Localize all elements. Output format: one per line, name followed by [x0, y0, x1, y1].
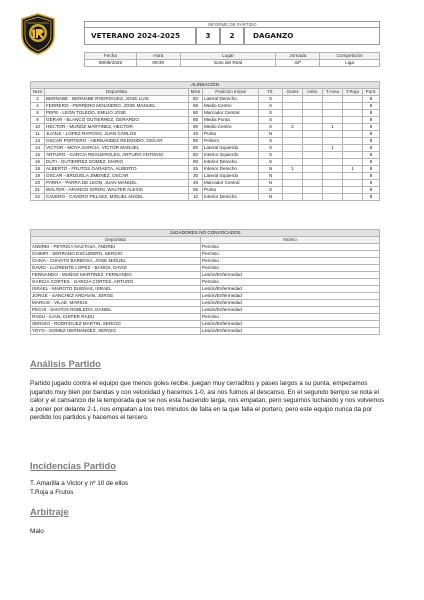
lineup-cell: 30 [189, 173, 203, 180]
absent-cell: Lesión/Enfermedad [201, 307, 380, 314]
lineup-cell: 19 [31, 173, 45, 180]
absent-cell: Lesión/Enfermedad [201, 321, 380, 328]
lineup-cell: Interior Derecho [203, 159, 259, 166]
lineup-cell [303, 180, 323, 187]
lineup-cell: 1 [283, 166, 303, 173]
lineup-cell: 8 [363, 145, 380, 152]
meta-header-cell: Hora [136, 53, 180, 60]
absent-cell: ANDREI - PETRICA NASTASA, ANDREI [31, 244, 201, 251]
lineup-cell [343, 173, 363, 180]
absent-row [31, 265, 380, 272]
lineup-cell: 4 [31, 103, 45, 110]
absent-cell: Permiso [201, 279, 380, 286]
absent-cell: Permiso [201, 258, 380, 265]
lineup-cell: 18 [31, 166, 45, 173]
lineup-cell [283, 110, 303, 117]
lineup-cell: Marcador Central [203, 110, 259, 117]
lineup-row [31, 180, 380, 187]
lineup-cell: Lateral Izquierdo [203, 145, 259, 152]
lineup-header-cell: T.Ama [323, 89, 343, 96]
referee-text: Malo [30, 528, 44, 535]
lineup-cell: S [259, 187, 283, 194]
absent-row [31, 328, 380, 335]
absent-row [31, 272, 380, 279]
lineup-cell: 11 [31, 131, 45, 138]
lineup-cell [323, 173, 343, 180]
lineup-cell [303, 159, 323, 166]
lineup-cell [343, 138, 363, 145]
lineup-cell: 9 [31, 117, 45, 124]
absent-cell: GARCIA CORTES - GARCIA CORTES, ARTURO [31, 279, 201, 286]
lineup-header-cell: Asist. [303, 89, 323, 96]
absent-row [31, 251, 380, 258]
lineup-cell: S [259, 138, 283, 145]
lineup-cell: Punta [203, 187, 259, 194]
away-goals: 2 [220, 28, 244, 45]
lineup-cell: N [259, 194, 283, 201]
lineup-cell [343, 131, 363, 138]
meta-header-cell: Lugar [180, 53, 276, 60]
meta-value-cell: Liga [320, 60, 380, 67]
lineup-cell: 45 [189, 180, 203, 187]
lineup-cell [343, 124, 363, 131]
lineup-cell: 8 [363, 96, 380, 103]
lineup-title: ALINEACIÓN [31, 82, 380, 89]
lineup-cell [323, 187, 343, 194]
lineup-cell [343, 96, 363, 103]
lineup-cell: Medio Centro [203, 124, 259, 131]
absent-cell: SERGIO - RODRIGUEZ MARTIN, SERGIO [31, 321, 201, 328]
lineup-cell: S [259, 124, 283, 131]
absent-cell: Lesión/Enfermedad [201, 286, 380, 293]
lineup-cell: S [259, 117, 283, 124]
lineup-cell: 80 [189, 110, 203, 117]
lineup-cell [283, 173, 303, 180]
lineup-cell [283, 194, 303, 201]
lineup-cell: BERNABE - BERNABE RODRIGUEZ, JOSE LUIS [45, 96, 189, 103]
lineup-cell: PEPE - LEON TOLEDO, EMILIO JOSE [45, 110, 189, 117]
lineup-cell: S [259, 159, 283, 166]
lineup-cell: 80 [189, 138, 203, 145]
lineup-cell: OSCAR PORTERO - HERNANDEZ REDONDO, OSCAR [45, 138, 189, 145]
referee-title: Arbitraje [30, 506, 69, 517]
lineup-cell [303, 194, 323, 201]
lineup-cell [283, 145, 303, 152]
lineup-cell: S [259, 103, 283, 110]
lineup-cell: 8 [363, 180, 380, 187]
lineup-cell: 80 [189, 159, 203, 166]
absent-header-cell: Deportista [31, 237, 201, 244]
lineup-cell [283, 187, 303, 194]
absent-cell: Lesión/Enfermedad [201, 272, 380, 279]
absent-row [31, 258, 380, 265]
lineup-cell [303, 145, 323, 152]
lineup-cell: 8 [363, 117, 380, 124]
lineup-cell: S [259, 96, 283, 103]
absent-row [31, 244, 380, 251]
analysis-title: Análisis Partido [30, 358, 101, 369]
scoreline [84, 28, 380, 45]
lineup-cell: 80 [189, 152, 203, 159]
lineup-row [31, 124, 380, 131]
lineup-cell [343, 152, 363, 159]
lineup-cell: 8 [363, 152, 380, 159]
lineup-cell: 90 [189, 124, 203, 131]
lineup-cell [323, 103, 343, 110]
lineup-cell: OSCAR - BRIZUELA JIMENEZ, OSCAR [45, 173, 189, 180]
lineup-cell [303, 173, 323, 180]
lineup-cell: 8 [363, 173, 380, 180]
lineup-cell: N [259, 173, 283, 180]
lineup-cell: Media Punta [203, 117, 259, 124]
lineup-row [31, 110, 380, 117]
lineup-cell: 10 [31, 124, 45, 131]
absent-row [31, 314, 380, 321]
lineup-cell [303, 103, 323, 110]
meta-value-cell: Soto del Real [180, 60, 276, 67]
lineup-cell: 8 [363, 124, 380, 131]
lineup-cell [323, 110, 343, 117]
lineup-row [31, 173, 380, 180]
lineup-cell [303, 110, 323, 117]
lineup-cell: FERRERO - FERRERO MOLINERO, JOSE MANUEL [45, 103, 189, 110]
lineup-cell [343, 103, 363, 110]
lineup-cell: Interior Derecho [203, 166, 259, 173]
lineup-cell: 2 [283, 124, 303, 131]
lineup-cell [283, 96, 303, 103]
lineup-cell [323, 159, 343, 166]
match-header [84, 21, 380, 45]
lineup-header-cell: Mins [189, 89, 203, 96]
absent-cell: Permiso [201, 265, 380, 272]
lineup-table [30, 81, 380, 201]
lineup-cell: Punta [203, 131, 259, 138]
not-called-up-table [30, 229, 380, 335]
lineup-header-cell: T.Roja [343, 89, 363, 96]
lineup-cell: 14 [31, 145, 45, 152]
lineup-cell: 13 [31, 138, 45, 145]
lineup-cell [343, 180, 363, 187]
lineup-cell: 80 [189, 145, 203, 152]
lineup-cell [323, 166, 343, 173]
lineup-cell: 8 [363, 187, 380, 194]
lineup-cell: 85 [189, 103, 203, 110]
lineup-cell [343, 117, 363, 124]
incidents-line-2: T.Roja a Frutos [30, 489, 74, 496]
report-title: INFORME DE PARTIDO [84, 21, 380, 28]
lineup-header-cell: Tit. [259, 89, 283, 96]
lineup-cell [323, 194, 343, 201]
lineup-cell: 45 [189, 131, 203, 138]
meta-header-cell: Competición [320, 53, 380, 60]
absent-header-cell: Motivo [201, 237, 380, 244]
absent-cell: JORGE - SANCHEZ ARDAVIN, JORGE [31, 293, 201, 300]
lineup-cell: 8 [363, 138, 380, 145]
not-called-up-title: JUGADORES NO CONVOCADOS [31, 230, 380, 237]
lineup-cell: 15 [31, 152, 45, 159]
lineup-cell: 8 [363, 166, 380, 173]
absent-cell: FERNANDO - MUÑOZ MARTINEZ, FERNANDO [31, 272, 201, 279]
lineup-cell [303, 138, 323, 145]
lineup-cell: GERAR - BLANCO GUTIERREZ, GERARDO [45, 117, 189, 124]
meta-header-cell: Fecha [85, 53, 137, 60]
lineup-cell: 16 [31, 159, 45, 166]
lineup-cell [343, 159, 363, 166]
absent-row [31, 279, 380, 286]
absent-cell: Permiso [201, 244, 380, 251]
lineup-row [31, 138, 380, 145]
lineup-header-cell: Num [31, 89, 45, 96]
absent-cell: CHIVA - CHIVATO BARBOSA, JOSE MIGUEL [31, 258, 201, 265]
lineup-row [31, 103, 380, 110]
lineup-cell [323, 180, 343, 187]
home-team: VETERANO 2024-2025 [84, 28, 196, 45]
absent-cell: PECHI - SANTOS ROBLEDO, DANIEL [31, 307, 201, 314]
lineup-cell: Lateral Derecho [203, 96, 259, 103]
match-details-table [84, 52, 380, 67]
lineup-cell: 1 [343, 166, 363, 173]
lineup-row [31, 194, 380, 201]
absent-cell: DAVID - LLORENTE LOPEZ - BAÑOS, DAVID [31, 265, 201, 272]
lineup-cell: 8 [31, 110, 45, 117]
lineup-cell: VICTOR - MOYA GARCIA, VICTOR MANUEL [45, 145, 189, 152]
lineup-cell [303, 152, 323, 159]
lineup-row [31, 96, 380, 103]
lineup-cell: 22 [31, 194, 45, 201]
lineup-cell [343, 110, 363, 117]
lineup-cell [323, 138, 343, 145]
absent-cell: ISRAEL - MAROTO DUEÑAS, ISRAEL [31, 286, 201, 293]
lineup-cell [283, 152, 303, 159]
lineup-row [31, 131, 380, 138]
lineup-cell: 1 [323, 124, 343, 131]
lineup-cell: 8 [363, 159, 380, 166]
incidents-line-1: T. Amarilla a Victor y nº 10 de ellos [30, 480, 129, 487]
lineup-row [31, 159, 380, 166]
absent-row [31, 300, 380, 307]
lineup-cell: N [259, 166, 283, 173]
absent-cell: Permiso [201, 251, 380, 258]
lineup-cell [283, 138, 303, 145]
lineup-cell: 80 [189, 96, 203, 103]
lineup-cell: PARRA - PARRA DE LEON, JUAN MANUEL [45, 180, 189, 187]
incidents-title: Incidencias Partido [30, 460, 116, 471]
lineup-cell: 45 [189, 166, 203, 173]
lineup-cell: 2 [31, 96, 45, 103]
lineup-header-cell: Deportista [45, 89, 189, 96]
lineup-cell [303, 166, 323, 173]
lineup-cell: Marcador Central [203, 180, 259, 187]
lineup-cell [323, 131, 343, 138]
lineup-cell [343, 194, 363, 201]
lineup-cell: Interior Izquierdo [203, 152, 259, 159]
lineup-cell: CAVERO - CAVERO PELAEZ, MIGUEL ANGEL [45, 194, 189, 201]
lineup-cell: 10 [189, 194, 203, 201]
meta-value-cell: 32ª [276, 60, 320, 67]
absent-cell: CHIMPI - SERRANO ESCUDERO, SERGIO [31, 251, 201, 258]
lineup-cell [283, 180, 303, 187]
lineup-row [31, 187, 380, 194]
lineup-row [31, 152, 380, 159]
lineup-cell [323, 96, 343, 103]
lineup-cell: DUTI - GUTIERREZ GOMEZ, MARIO [45, 159, 189, 166]
absent-cell: Lesión/Enfermedad [201, 328, 380, 335]
lineup-header-cell: Punt. [363, 89, 380, 96]
absent-row [31, 307, 380, 314]
absent-cell: Lesión/Enfermedad [201, 293, 380, 300]
lineup-cell: 8 [363, 194, 380, 201]
lineup-row [31, 166, 380, 173]
lineup-cell [283, 103, 303, 110]
lineup-cell: S [259, 110, 283, 117]
absent-cell: Permiso [201, 314, 380, 321]
lineup-cell [283, 159, 303, 166]
absent-row [31, 286, 380, 293]
lineup-cell [303, 117, 323, 124]
analysis-text: Partido jugado contra el equipo que menos goles recibe, juegan muy cerraditos y pases largos a su punta, empezamos jugando muy bien por bandas y con velocidad y hacemos 1-0, asi nos fuimos al descanso. En el segundo tiempo se nota el calor y el cansancio de la temporada que se nos esta haciendo larga, nos empatan, pero seguimos luchando y nos volvemos a poner por delante 2-1, nos empatan a los tres minutos de falta en la que falla el portero, pero este equipo nunca da por perdido los partidos y hacemos el tercero. [30, 380, 385, 422]
lineup-cell: WALTER - ARANGO GIRON, WALTER ALEXIS [45, 187, 189, 194]
lineup-cell: N [259, 131, 283, 138]
lineup-header-cell: Posición Inicial [203, 89, 259, 96]
lineup-cell [303, 131, 323, 138]
lineup-cell [323, 117, 343, 124]
lineup-cell [283, 117, 303, 124]
lineup-cell: Lateral Izquierdo [203, 173, 259, 180]
lineup-cell [303, 187, 323, 194]
lineup-cell: ALBERTO - FRUTOS GARAETA, ALBERTO [45, 166, 189, 173]
lineup-cell: S [259, 152, 283, 159]
lineup-cell: 8 [363, 110, 380, 117]
lineup-cell [283, 131, 303, 138]
absent-cell: RADU - IUAN, CHIPER RADU [31, 314, 201, 321]
lineup-cell [323, 152, 343, 159]
lineup-cell: 85 [189, 117, 203, 124]
lineup-cell: 20 [31, 180, 45, 187]
lineup-row [31, 117, 380, 124]
absent-row [31, 321, 380, 328]
lineup-header-cell: Goles [283, 89, 303, 96]
lineup-cell: 1 [323, 145, 343, 152]
lineup-cell: 8 [363, 103, 380, 110]
lineup-cell: HECTOR - MUÑOZ MARTINEZ, HECTOR [45, 124, 189, 131]
absent-cell: MARIUS - VILAE, MARIUS [31, 300, 201, 307]
meta-value-cell: 08/06/2025 [85, 60, 137, 67]
lineup-cell: JUANJI - LOPEZ RAPOSO, JUAN CARLOS [45, 131, 189, 138]
lineup-cell: Medio Centro [203, 103, 259, 110]
lineup-cell: 8 [363, 131, 380, 138]
lineup-cell: 21 [31, 187, 45, 194]
home-goals: 3 [196, 28, 220, 45]
lineup-cell [303, 124, 323, 131]
lineup-cell [343, 145, 363, 152]
lineup-cell: 55 [189, 187, 203, 194]
club-crest-logo [20, 13, 56, 55]
lineup-cell: N [259, 180, 283, 187]
absent-row [31, 293, 380, 300]
meta-header-cell: Jornada [276, 53, 320, 60]
lineup-cell: ARTURO - GARCIA REGUEROLES, ARTURO ANTONIO [45, 152, 189, 159]
lineup-row [31, 145, 380, 152]
lineup-cell: Portero [203, 138, 259, 145]
lineup-cell: S [259, 145, 283, 152]
lineup-cell: Interior Derecho [203, 194, 259, 201]
away-team: DAGANZO [244, 28, 380, 45]
absent-cell: Lesión/Enfermedad [201, 300, 380, 307]
absent-cell: YEYO - GOMEZ HERNANDEZ, SERGIO [31, 328, 201, 335]
lineup-cell [303, 96, 323, 103]
meta-value-cell: 09:30 [136, 60, 180, 67]
lineup-cell [343, 187, 363, 194]
